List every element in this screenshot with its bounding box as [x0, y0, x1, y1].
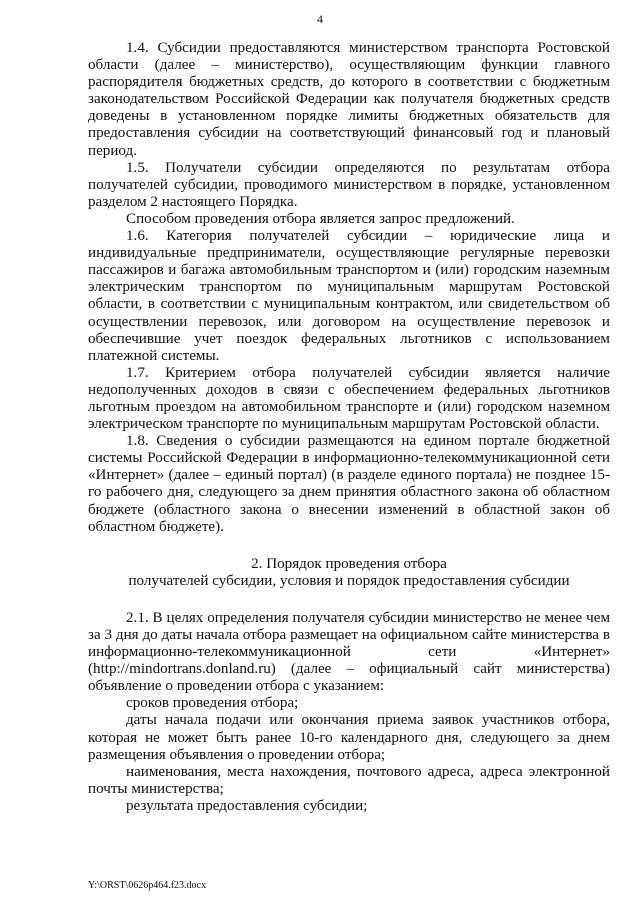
spacer	[88, 590, 610, 610]
paragraph-1-6: 1.6. Категория получателей субсидии – юридические лица и индивидуальные предприниматели, осуществляющие регулярные перевозки пассажиров и багажа автомобильным транспортом и (или) городским наземным электрическим транспортом по муниципальным маршрутам Ростовской области, в соответствии с муниципальным контрактом, или свидетельством об осуществлении перевозок, или договором на осуществление перевозок и обеспечившие учет поездок федеральных льготников с использованием платежной системы.	[88, 228, 610, 364]
list-item-result: результата предоставления субсидии;	[126, 797, 368, 814]
paragraph-1-8: 1.8. Сведения о субсидии размещаются на едином портале бюджетной системы Российской Федерации в информационно-телекоммуникационной сети «Интернет» (далее – единый портал) (в разделе единого портала) не позднее 15-го рабочего дня, следующего за днем принятия областного закона об областном бюджете (областного закона о внесении изменений в областной закон об областном бюджете).	[88, 433, 610, 535]
spacer	[88, 536, 610, 556]
paragraph-1-5: 1.5. Получатели субсидии определяются по результатам отбора получателей субсидии, проводимого министерством в порядке, установленном разделом 2 настоящего Порядка.	[88, 159, 610, 210]
paragraph-2-1: 2.1. В целях определения получателя субсидии министерство не менее чем за 3 дня до даты начала отбора размещает на официальном сайте министерства в информационно-телекоммуникационной сети «Интернет» (http://mindortrans.donland.ru) (далее – официальный сайт министерства) объявление о проведении отбора с указанием:	[88, 609, 610, 695]
section-title-line-2: получателей субсидии, условия и порядок предоставления субсидии	[128, 572, 570, 589]
footer-file-path: Y:\ORST\0626p464.f23.docx	[88, 880, 206, 891]
page-number: 4	[317, 12, 323, 26]
list-item-ministry-contacts: наименования, места нахождения, почтового адреса, адреса электронной почты министерства;	[88, 763, 610, 797]
paragraph-1-4: 1.4. Субсидии предоставляются министерством транспорта Ростовской области (далее – министерство), осуществляющим функции главного распорядителя бюджетных средств, до которого в соответствии с бюджетным законодательством Российской Федерации как получателя бюджетных средств доведены в установленном порядке лимиты бюджетных обязательств для предоставления субсидии на соответствующий финансовый год и плановый период.	[88, 40, 610, 159]
list-item-terms: сроков проведения отбора;	[126, 695, 299, 712]
paragraph-selection-method: Способом проведения отбора является запрос предложений.	[126, 210, 515, 227]
paragraph-1-7: 1.7. Критерием отбора получателей субсидии является наличие недополученных доходов в связи с обеспечением федеральных льготников льготным проездом на автомобильном транспорте и (или) городском наземном электрическом транспорте по муниципальным маршрутам Ростовской области.	[88, 364, 610, 433]
list-item-dates: даты начала подачи или окончания приема заявок участников отбора, которая не может быть ранее 10-го календарного дня, следующего за днем размещения объявления о проведении отбора;	[88, 712, 610, 763]
section-title-line-1: 2. Порядок проведения отбора	[251, 555, 447, 572]
document-body	[88, 40, 610, 815]
